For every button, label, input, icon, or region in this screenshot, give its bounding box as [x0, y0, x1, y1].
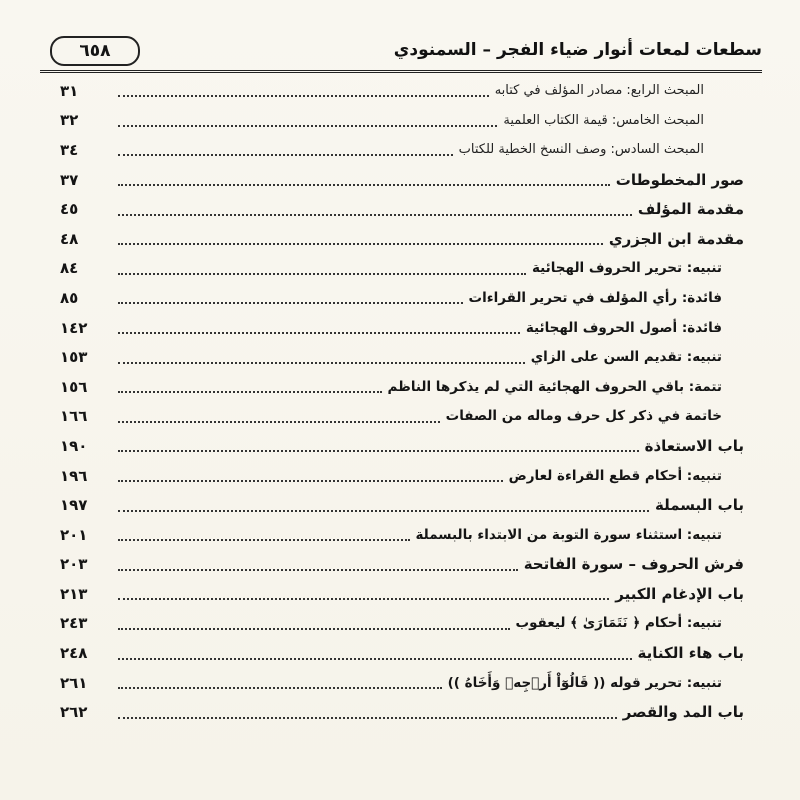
- toc-entry-page-number: ٢٤٨: [60, 644, 88, 663]
- toc-entry-page-number: ٢٠١: [60, 525, 88, 544]
- toc-entry-title: باب البسملة: [655, 496, 744, 515]
- dot-leader: [118, 213, 632, 216]
- toc-entry-title: المبحث السادس: وصف النسخ الخطية للكتاب: [458, 142, 704, 158]
- toc-entry-title: المبحث الرابع: مصادر المؤلف في كتابه: [494, 83, 704, 99]
- toc-entry: [60, 520, 744, 550]
- dot-leader: [118, 242, 603, 245]
- toc-entry: [60, 402, 744, 432]
- toc-entry: [60, 283, 744, 313]
- toc-entry: [60, 254, 744, 284]
- toc-entry-page-number: ٣٢: [60, 111, 79, 130]
- toc-entry-title: تنبيه: تقديم السن على الزاي: [530, 349, 722, 366]
- dot-leader: [118, 597, 609, 600]
- toc-entry-page-number: ٣٤: [60, 140, 79, 159]
- toc-entry-title: مقدمة المؤلف: [637, 200, 744, 219]
- toc-entry-title: باب الإدغام الكبير: [615, 584, 744, 603]
- toc-entry: [60, 372, 744, 402]
- toc-entry: [60, 550, 744, 580]
- dot-leader: [118, 183, 610, 186]
- toc-entry: [60, 697, 744, 727]
- toc-entry: [60, 76, 744, 106]
- toc-entry-page-number: ١٥٣: [60, 348, 88, 367]
- dot-leader: [118, 657, 632, 660]
- toc-entry: [60, 609, 744, 639]
- toc-entry-page-number: ٢٠٣: [60, 555, 88, 574]
- toc-entry-page-number: ٢٦١: [60, 673, 88, 692]
- toc-entry-page-number: ١٦٦: [60, 407, 88, 426]
- dot-leader: [118, 716, 617, 719]
- toc-entry-page-number: ١٤٢: [60, 318, 88, 337]
- dot-leader: [118, 627, 510, 630]
- toc-entry-page-number: ٤٥: [60, 200, 79, 219]
- toc-entry-page-number: ٨٥: [60, 288, 79, 307]
- toc-entry-title: فائدة: أصول الحروف الهجائية: [525, 319, 722, 336]
- toc-entry-title: فرش الحروف – سورة الفاتحة: [523, 555, 744, 574]
- toc-entry-title: باب المد والقصر: [622, 703, 744, 722]
- dot-leader: [118, 301, 463, 304]
- page-number: ٦٥٨: [50, 36, 140, 66]
- toc-entry-title: تنبيه: أحكام ﴿ نَتَمَارَىٰ ﴾ ليعقوب: [515, 615, 722, 632]
- header-divider: [40, 70, 762, 73]
- dot-leader: [118, 361, 525, 364]
- toc-entry-page-number: ١٥٦: [60, 377, 88, 396]
- toc-entry: [60, 194, 744, 224]
- dot-leader: [118, 331, 520, 334]
- toc-entry-page-number: ٣١: [60, 81, 79, 100]
- dot-leader: [118, 479, 503, 482]
- dot-leader: [118, 153, 453, 156]
- toc-entry-page-number: ١٩٠: [60, 436, 88, 455]
- toc-entry-page-number: ٨٤: [60, 259, 79, 278]
- toc-entry-title: المبحث الخامس: قيمة الكتاب العلمية: [503, 112, 704, 128]
- table-of-contents: [60, 76, 744, 727]
- dot-leader: [118, 538, 410, 541]
- toc-entry-title: تنبيه: أحكام قطع القراءة لعارض: [508, 467, 722, 484]
- toc-entry-page-number: ٢٦٢: [60, 703, 88, 722]
- toc-entry: [60, 431, 744, 461]
- toc-entry-title: تنبيه: استثناء سورة التوبة من الابتداء بالبسملة: [415, 526, 722, 543]
- toc-entry-page-number: ١٩٧: [60, 496, 88, 515]
- running-title: سطعات لمعات أنوار ضياء الفجر – السمنودي: [393, 40, 762, 60]
- dot-leader: [118, 686, 442, 689]
- dot-leader: [118, 568, 518, 571]
- dot-leader: [118, 420, 440, 423]
- dot-leader: [118, 449, 639, 452]
- toc-entry-title: فائدة: رأي المؤلف في تحرير القراءات: [468, 289, 722, 306]
- toc-entry-title: تنبيه: تحرير الحروف الهجائية: [531, 260, 722, 277]
- toc-entry-page-number: ٢١٣: [60, 584, 88, 603]
- toc-entry: [60, 313, 744, 343]
- toc-entry-title: تتمة: باقي الحروف الهجائية التي لم يذكرها الناظم: [387, 378, 722, 395]
- toc-entry: [60, 638, 744, 668]
- dot-leader: [118, 272, 526, 275]
- toc-entry-title: مقدمة ابن الجزري: [608, 229, 744, 248]
- toc-entry: [60, 342, 744, 372]
- dot-leader: [118, 94, 489, 97]
- toc-entry: [60, 490, 744, 520]
- dot-leader: [118, 390, 382, 393]
- toc-entry-title: تنبيه: تحرير قوله (( قَالُوٓاْ أَرۡجِهۡ وَأَخَاهُ )): [447, 674, 722, 691]
- toc-entry: [60, 668, 744, 698]
- toc-entry: [60, 106, 744, 136]
- page-header: [40, 34, 762, 72]
- toc-entry-page-number: ٢٤٣: [60, 614, 88, 633]
- toc-entry-title: خاتمة في ذكر كل حرف وماله من الصفات: [445, 408, 722, 425]
- dot-leader: [118, 124, 497, 127]
- toc-entry: [60, 165, 744, 195]
- toc-entry-page-number: ١٩٦: [60, 466, 88, 485]
- toc-entry: [60, 579, 744, 609]
- toc-entry: [60, 224, 744, 254]
- dot-leader: [118, 509, 649, 512]
- toc-entry: [60, 135, 744, 165]
- toc-entry-title: باب الاستعاذة: [644, 436, 744, 455]
- toc-entry-page-number: ٤٨: [60, 229, 79, 248]
- toc-entry: [60, 461, 744, 491]
- toc-entry-title: باب هاء الكناية: [637, 644, 744, 663]
- toc-entry-page-number: ٣٧: [60, 170, 79, 189]
- toc-entry-title: صور المخطوطات: [615, 170, 744, 189]
